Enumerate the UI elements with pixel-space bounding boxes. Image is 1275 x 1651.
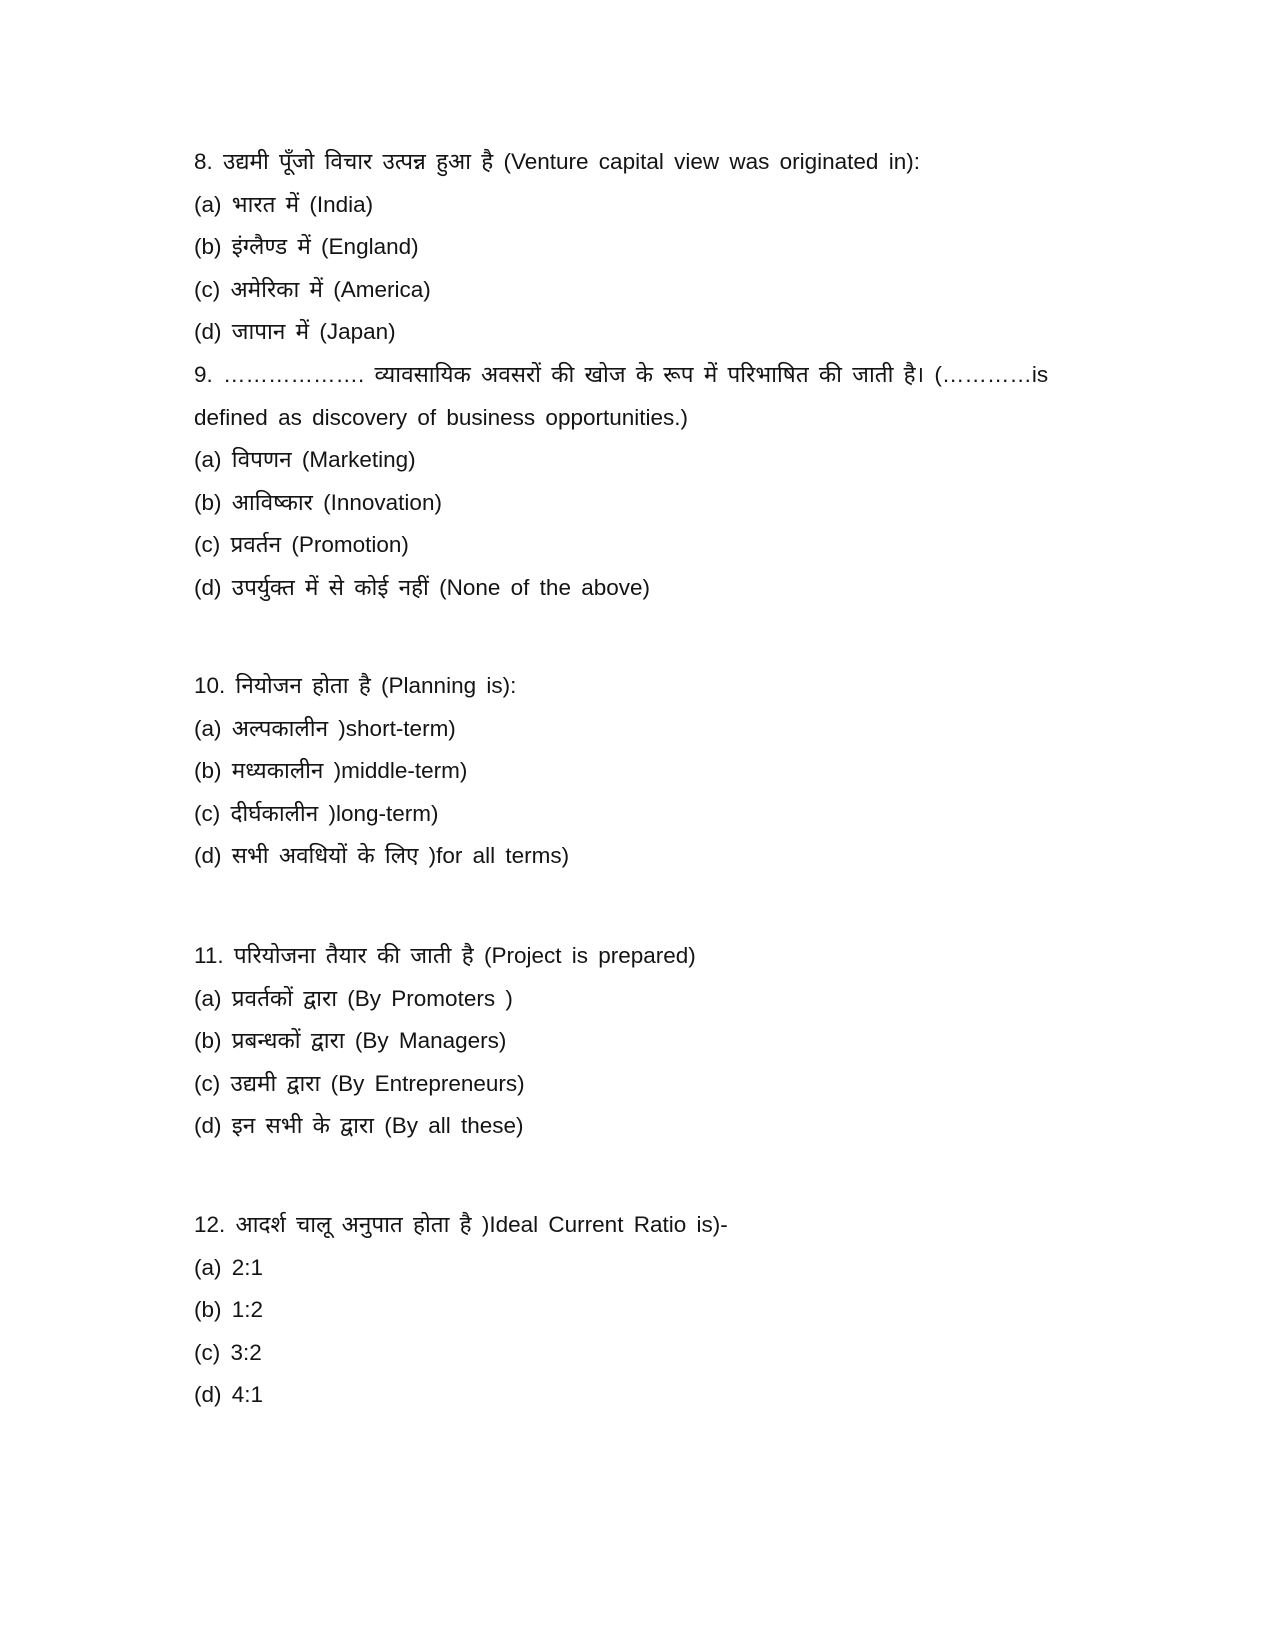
option-d: (d) उपर्युक्त में से कोई नहीं (None of the above) xyxy=(194,574,651,600)
option-d: (d) सभी अवधियों के लिए )for all terms) xyxy=(194,843,570,868)
option-c: (c) उद्यमी द्वारा (By Entrepreneurs) xyxy=(194,1070,525,1096)
option-a: (a) 2:1 xyxy=(194,1254,264,1280)
question-text: 9. ………………. व्यावसायिक अवसरों की खोज के रूप में परिभाषित की जाती है। (…………is defined as discovery of business opportunities.) xyxy=(194,362,1049,430)
question-text: 11. परियोजना तैयार की जाती है (Project is prepared) xyxy=(194,943,696,968)
option-a: (a) भारत में (India) xyxy=(194,191,374,217)
question-text: 12. आदर्श चालू अनुपात होता है )Ideal Current Ratio is)- xyxy=(194,1212,728,1237)
option-a: (a) विपणन (Marketing) xyxy=(194,447,416,472)
option-b: (b) मध्यकालीन )middle-term) xyxy=(194,758,468,783)
option-d: (d) जापान में (Japan) xyxy=(194,319,396,344)
question-11 xyxy=(194,935,1074,1148)
question-9 xyxy=(194,354,1074,609)
question-text: 10. नियोजन होता है (Planning is): xyxy=(194,673,517,698)
question-8 xyxy=(194,141,1074,354)
option-b: (b) इंग्लैण्ड में (England) xyxy=(194,234,419,259)
option-d: (d) 4:1 xyxy=(194,1382,264,1407)
option-c: (c) प्रवर्तन (Promotion) xyxy=(194,532,409,557)
option-b: (b) आविष्कार (Innovation) xyxy=(194,489,442,515)
option-c: (c) 3:2 xyxy=(194,1339,262,1365)
option-b: (b) 1:2 xyxy=(194,1297,264,1322)
option-b: (b) प्रबन्धकों द्वारा (By Managers) xyxy=(194,1028,507,1053)
question-text: 8. उद्यमी पूँजो विचार उत्पन्न हुआ है (Venture capital view was originated in): xyxy=(194,149,920,174)
question-10 xyxy=(194,665,1074,878)
option-a: (a) प्रवर्तकों द्वारा (By Promoters ) xyxy=(194,985,513,1011)
question-12 xyxy=(194,1204,1074,1417)
option-d: (d) इन सभी के द्वारा (By all these) xyxy=(194,1113,524,1138)
option-a: (a) अल्पकालीन )short-term) xyxy=(194,715,456,741)
option-c: (c) अमेरिका में (America) xyxy=(194,276,431,302)
option-c: (c) दीर्घकालीन )long-term) xyxy=(194,800,439,826)
